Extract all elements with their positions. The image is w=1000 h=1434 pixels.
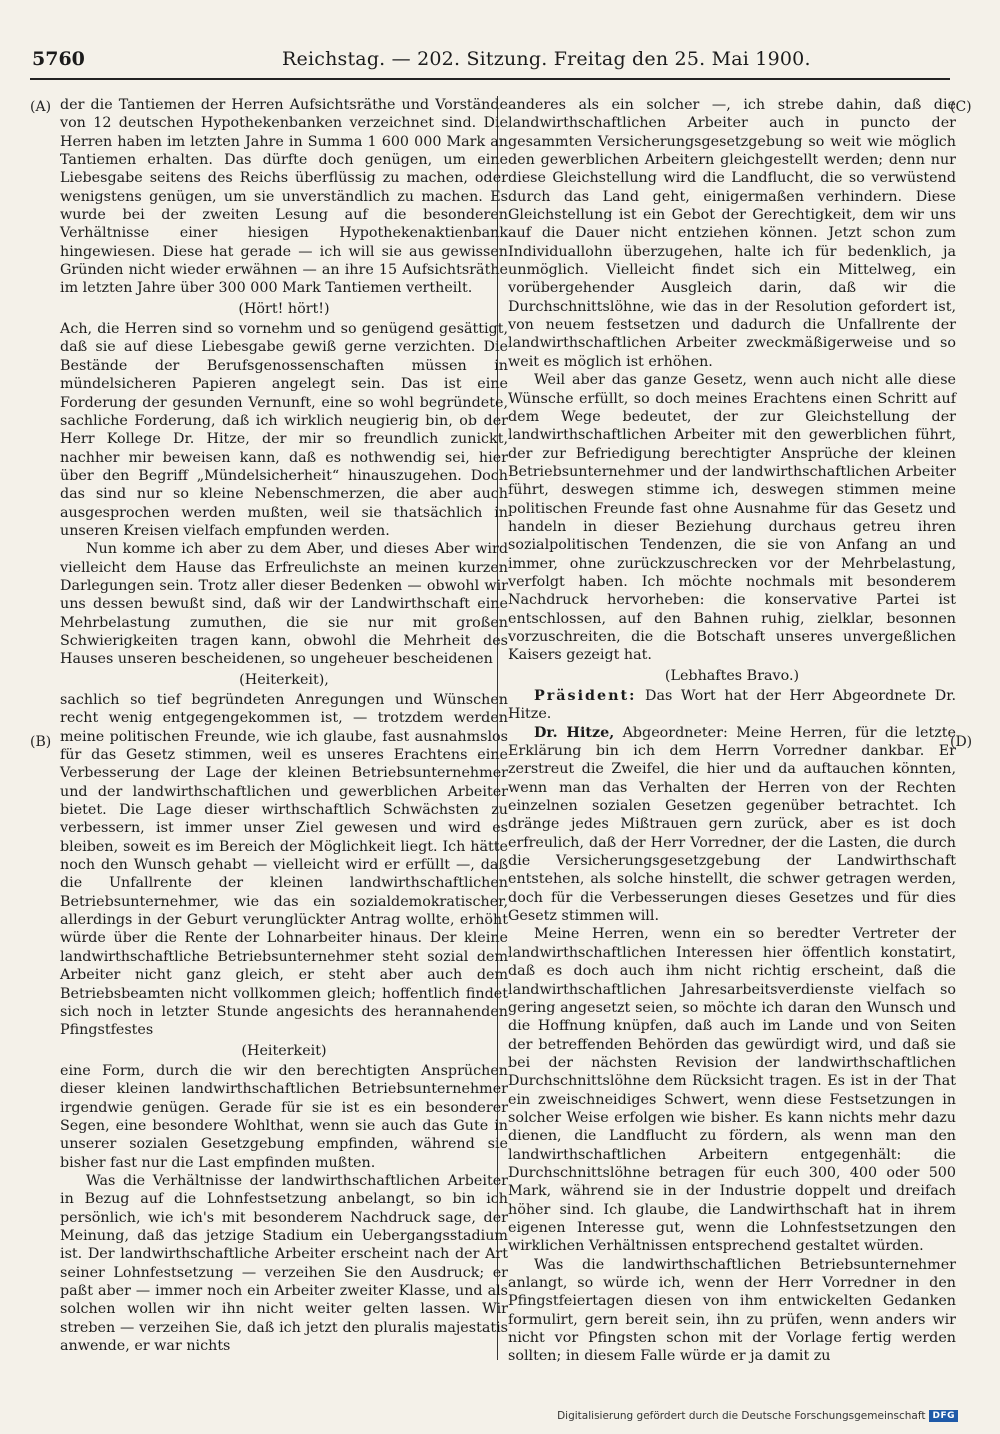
interjection: (Lebhaftes Bravo.): [664, 667, 800, 684]
paragraph: anderes als ein solcher —, ich strebe dahin, daß die landwirthschaftlichen Arbeiter auch in puncto der gesammten Versicherungsgesetzgebung so weit wie möglich den gewerblichen Arbeitern gleichgestellt werden; denn nur diese Gleichstellung wird die Landflucht, die so verwüstend durch das Land geht, einigermaßen verhindern. Diese Gleichstellung ist ein Gebot der Gerechtigkeit, dem wir uns auf die Dauer nicht entziehen können. Jetzt schon zum Individuallohn überzugehen, halte ich für bedenklich, ja unmöglich. Vielleicht findet sich ein Mittelweg, ein vorübergehender Ausgleich darin, daß wir die Durchschnittslöhne, wie das in der Resolution gefordert ist, von neuem festsetzen und dadurch die Unfallrente der landwirthschaftlichen Arbeiter zweckmäßigerweise und so weit es möglich ist erhöhen.: [508, 97, 956, 370]
speaker-text: Abgeordneter: Meine Herren, für die letzte Erklärung bin ich dem Herrn Vorredner dankbar. Er zerstreut die Zweifel, die hier und da auftauchen könnten, wenn man das Verhalten der Herren von der Rechten einzelnen sozialen Gesetzen gegenüber betrachtet. Ich dränge jedes Mißtrauen gern zurück, aber es ist doch erfreulich, daß der Herr Vorredner, der die Lasten, die durch die Versicherungsgesetzgebung der Landwirthschaft entstehen, als solche hinstellt, die schwer getragen werden, doch für die Verbesserungen dieses Gesetzes und für dies Gesetz stimmen will.: [508, 724, 956, 925]
paragraph: sachlich so tief begründeten Anregungen und Wünschen recht wenig entgegengekommen ist, — trotzdem werden meine politischen Freunde, wie ich glaube, fast ausnahmslos für das Gesetz stimmen, weil es unseres Erachtens eine Verbesserung der Lage der kleinen Betriebsunternehmer und der landwirthschaftlichen und gewerblichen Arbeiter bietet. Die Lage dieser wirthschaftlich Schwächsten zu verbessern, ist immer unser Ziel gewesen und wird es bleiben, soweit es im Bereich der Möglichkeit liegt. Ich hätte noch den Wunsch gehabt — vielleicht wird er erfüllt —, daß die Unfallrente der kleinen landwirthschaftlichen Betriebsunternehmer, wie das ein sozialdemokratischer, allerdings in der Geburt verunglückter Antrag wollte, erhöht würde über die Rente der Lohnarbeiter hinaus. Der kleine landwirthschaftliche Betriebsunternehmer steht sozial dem Arbeiter nicht ganz gleich, er steht aber auch dem Betriebsbeamten nicht vollkommen gleich; hoffentlich findet sich noch in letzter Stunde angesichts des herannahenden Pfingstfestes: [60, 692, 508, 1039]
interjection: (Heiterkeit),: [239, 671, 329, 688]
speaker-label: Präsident:: [534, 688, 637, 704]
president-statement: [508, 687, 956, 724]
interjection: (Heiterkeit): [241, 1042, 327, 1059]
paragraph: Was die Verhältnisse der landwirthschaftlichen Arbeiter in Bezug auf die Lohnfestsetzung anbelangt, so bin ich persönlich, wie ich's mit besonderem Nachdruck sage, der Meinung, daß das jetzige Stadium ein Uebergangsstadium ist. Der landwirthschaftliche Arbeiter erscheint nach der Art seiner Lohnfestsetzung — verzeihen Sie den Ausdruck; er paßt aber — immer noch ein Arbeiter zweiter Klasse, und als solchen wollen wir ihn nicht weiter gelten lassen. Wir streben — verzeihen Sie, daß ich jetzt den pluralis majestatis anwende, er war nichts: [60, 1172, 508, 1355]
margin-marker-d: (D): [950, 734, 973, 750]
footer-text: Digitalisierung gefördert durch die Deutsche Forschungsgemeinschaft: [557, 1410, 926, 1422]
interjection: (Hört! hört!): [238, 300, 330, 317]
speaker-label: Dr. Hitze,: [534, 724, 615, 741]
paragraph: Meine Herren, wenn ein so beredter Vertreter der landwirthschaftlichen Interessen hier öffentlich konstatirt, daß es doch auch ihm nicht richtig erscheint, daß die landwirthschaftlichen Jahresarbeitsverdienste vielfach so gering angesetzt seien, so möchte ich daran den Wunsch und die Hoffnung knüpfen, daß auch im Lande und von Seiten der betreffenden Behörden das gewürdigt wird, und daß sie bei der nächsten Revision der landwirthschaftlichen Durchschnittslöhne dem Rücksicht tragen. Es ist in der That ein zweischneidiges Schwert, wenn diese Festsetzungen in solcher Weise erfolgen wie bisher. Es kann nichts mehr dazu dienen, die Landflucht zu fördern, als wenn man den landwirthschaftlichen Arbeitern entgegenhält: die Durchschnittslöhne betragen für euch 300, 400 oder 500 Mark, während sie in der Industrie doppelt und dreifach höher sind. Ich glaube, die Landwirthschaft hat in ihrem eigenen Interesse gut, wenn die Lohnfestsetzungen den wirklichen Verhältnissen entsprechend gestaltet würden.: [508, 926, 956, 1255]
paragraph: der die Tantiemen der Herren Aufsichtsräthe und Vorstände von 12 deutschen Hypothekenbanken verzeichnet sind. Die Herren haben im letzten Jahre in Summa 1 600 000 Mark an Tantiemen erhalten. Das dürfte doch genügen, um eine Liebesgabe seitens des Reichs überflüssig zu machen, oder wenigstens genügen, um sie unverständlich zu machen. Es wurde bei der zweiten Lesung auf die besonderen Verhältnisse einer hiesigen Hypothekenaktienbank hingewiesen. Diese hat gerade — ich will sie aus gewissen Gründen nicht wieder erwähnen — an ihre 15 Aufsichtsräthe im letzten Jahre über 300 000 Mark Tantiemen vertheilt.: [60, 97, 508, 297]
paragraph: Nun komme ich aber zu dem Aber, und dieses Aber wird vielleicht dem Hause das Erfreulichste an meinen kurzen Darlegungen sein. Trotz aller dieser Bedenken — obwohl wir uns dessen bewußt sind, daß wir der Landwirthschaft eine Mehrbelastung zumuthen, die sie nur mit großen Schwierigkeiten tragen kann, obwohl die Mehrheit des Hauses unseren bescheidenen, so ungeheuer bescheidenen: [60, 541, 508, 668]
margin-marker-b: (B): [30, 734, 52, 750]
page-number: 5760: [32, 48, 85, 70]
paragraph: Was die landwirthschaftlichen Betriebsunternehmer anlangt, so würde ich, wenn der Herr Vorredner in den Pfingstfeiertagen diesen von ihm entwickelten Gedanken formulirt, gern bereit sein, ihn zu prüfen, wenn anders wir nicht vor Pfingsten schon mit der Vorlage fertig werden sollten; in diesem Falle würde er ja damit zu: [508, 1256, 956, 1365]
digitization-footer: [557, 1410, 958, 1422]
speaker-text: Das Wort hat der Herr Abgeordnete Dr. Hitze.: [508, 688, 956, 723]
right-column: [508, 96, 956, 1366]
dfg-logo-icon: DFG: [929, 1410, 958, 1422]
left-column: [60, 96, 508, 1355]
paragraph: Weil aber das ganze Gesetz, wenn auch nicht alle diese Wünsche erfüllt, so doch meines Erachtens einen Schritt auf dem Wege bedeutet, der zur Gleichstellung der landwirthschaftlichen Arbeiter mit den gewerblichen führt, der zur Befriedigung berechtigter Ansprüche der kleinen Betriebsunternehmer und der landwirthschaftlichen Arbeiter führt, deswegen stimme ich, deswegen stimmen meine politischen Freunde fast ohne Ausnahme für das Gesetz und handeln in dieser Beziehung durchaus getreu ihren sozialpolitischen Tendenzen, die sie von Anfang an und immer, ohne zurückzuschrecken vor der Mehrbelastung, verfolgt haben. Ich möchte nochmals mit besonderem Nachdruck hervorheben: die konservative Partei ist entschlossen, auf den Bahnen ruhig, zielklar, besonnen vorzuschreiten, die die Botschaft unseres unvergeßlichen Kaisers gezeigt hat.: [508, 372, 956, 664]
page-header: [30, 44, 950, 80]
speaker-statement: [508, 724, 956, 926]
running-title: Reichstag. — 202. Sitzung. Freitag den 25. Mai 1900.: [282, 48, 811, 70]
paragraph: eine Form, durch die wir den berechtigten Ansprüchen dieser kleinen landwirthschaftlichen Betriebsunternehmer irgendwie genügen. Gerade für sie ist es ein besonderer Segen, eine besondere Wohlthat, wenn sie auch das Gute in unserer sozialen Gesetzgebung empfinden, während sie bisher fast nur die Last empfinden mußten.: [60, 1062, 508, 1171]
paragraph: Ach, die Herren sind so vornehm und so genügend gesättigt, daß sie auf diese Liebesgabe gewiß gerne verzichten. Die Bestände der Berufsgenossenschaften müssen in mündelsicheren Papieren angelegt sein. Das ist eine Forderung der gesunden Vernunft, eine so wohl begründete, sachliche Forderung, daß ich wirklich neugierig bin, ob der Herr Kollege Dr. Hitze, der mir so freundlich zunickt, nachher mir beweisen kann, daß es nothwendig sei, hier über den Begriff „Mündelsicherheit“ hinauszugehen. Doch das sind nur so kleine Nebenschmerzen, die aber auch ausgesprochen werden mußten, weil sie thatsächlich in unseren Kreisen vielfach empfunden werden.: [60, 321, 508, 539]
margin-marker-c: (C): [950, 99, 972, 115]
margin-marker-a: (A): [30, 99, 52, 115]
